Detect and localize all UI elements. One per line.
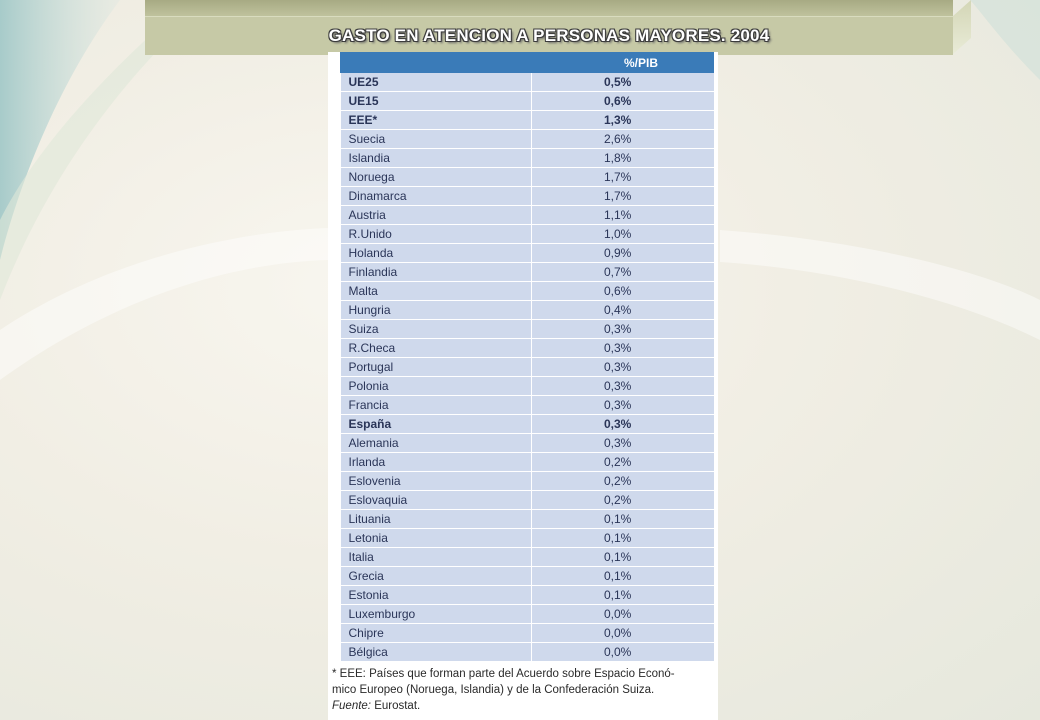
country-cell: Polonia: [341, 377, 532, 396]
value-cell: 0,7%: [532, 263, 714, 282]
value-cell: 0,0%: [532, 643, 714, 662]
table-row: [341, 339, 714, 358]
country-cell: España: [341, 415, 532, 434]
table-row: [341, 624, 714, 643]
table-row: [341, 263, 714, 282]
value-cell: 0,1%: [532, 529, 714, 548]
country-cell: Italia: [341, 548, 532, 567]
value-cell: 0,2%: [532, 453, 714, 472]
table-row: [341, 358, 714, 377]
table-row: [341, 434, 714, 453]
value-cell: 0,4%: [532, 301, 714, 320]
value-cell: 1,8%: [532, 149, 714, 168]
value-cell: 1,1%: [532, 206, 714, 225]
table-row: [341, 149, 714, 168]
table-row: [341, 377, 714, 396]
country-cell: Estonia: [341, 586, 532, 605]
country-cell: Dinamarca: [341, 187, 532, 206]
header-cell-value: %/PIB: [532, 53, 714, 73]
value-cell: 1,0%: [532, 225, 714, 244]
country-cell: Noruega: [341, 168, 532, 187]
value-cell: 0,3%: [532, 377, 714, 396]
table-row: [341, 225, 714, 244]
country-cell: R.Checa: [341, 339, 532, 358]
country-cell: Suiza: [341, 320, 532, 339]
value-cell: 0,3%: [532, 339, 714, 358]
country-cell: UE25: [341, 73, 532, 92]
value-cell: 0,1%: [532, 586, 714, 605]
table-row: [341, 73, 714, 92]
table-row: [341, 529, 714, 548]
value-cell: 0,6%: [532, 92, 714, 111]
country-cell: Letonia: [341, 529, 532, 548]
country-cell: R.Unido: [341, 225, 532, 244]
country-cell: Grecia: [341, 567, 532, 586]
table-row: [341, 605, 714, 624]
value-cell: 1,7%: [532, 168, 714, 187]
country-cell: Francia: [341, 396, 532, 415]
table-row: [341, 567, 714, 586]
table-row: [341, 643, 714, 662]
title-bar-top-face: [145, 0, 953, 16]
value-cell: 0,9%: [532, 244, 714, 263]
table-row: [341, 282, 714, 301]
country-cell: Eslovenia: [341, 472, 532, 491]
country-cell: Luxemburgo: [341, 605, 532, 624]
table-row: [341, 206, 714, 225]
value-cell: 0,1%: [532, 510, 714, 529]
country-cell: Chipre: [341, 624, 532, 643]
table-row: [341, 472, 714, 491]
header-cell-country: [341, 53, 532, 73]
table-row: [341, 320, 714, 339]
title-bar: [145, 16, 953, 55]
country-cell: Alemania: [341, 434, 532, 453]
country-cell: Eslovaquia: [341, 491, 532, 510]
country-cell: Suecia: [341, 130, 532, 149]
value-cell: 0,3%: [532, 434, 714, 453]
table-row: [341, 586, 714, 605]
value-cell: 0,3%: [532, 396, 714, 415]
value-cell: 0,1%: [532, 567, 714, 586]
country-cell: Malta: [341, 282, 532, 301]
country-cell: Portugal: [341, 358, 532, 377]
value-cell: 0,3%: [532, 415, 714, 434]
table-row: [341, 510, 714, 529]
value-cell: 1,7%: [532, 187, 714, 206]
value-cell: 0,2%: [532, 472, 714, 491]
table-row: [341, 168, 714, 187]
value-cell: 0,5%: [532, 73, 714, 92]
table-row: [341, 244, 714, 263]
table-row: [341, 491, 714, 510]
country-cell: Austria: [341, 206, 532, 225]
table-header-row: [341, 53, 714, 73]
table-row: [341, 548, 714, 567]
value-cell: 0,3%: [532, 358, 714, 377]
table-row: [341, 130, 714, 149]
source-label: Fuente:: [332, 700, 371, 712]
source-line: [332, 698, 716, 714]
country-cell: Bélgica: [341, 643, 532, 662]
footnote-line-1: * EEE: Países que forman parte del Acuerdo sobre Espacio Econó-: [332, 668, 675, 680]
table-row: [341, 415, 714, 434]
table-panel: [328, 52, 718, 720]
country-cell: Finlandia: [341, 263, 532, 282]
table-row: [341, 453, 714, 472]
country-cell: Irlanda: [341, 453, 532, 472]
value-cell: 0,1%: [532, 548, 714, 567]
country-cell: Islandia: [341, 149, 532, 168]
table-row: [341, 396, 714, 415]
table-row: [341, 301, 714, 320]
data-table: [340, 52, 714, 662]
table-body: [341, 73, 714, 662]
country-cell: Hungria: [341, 301, 532, 320]
value-cell: 0,3%: [532, 320, 714, 339]
country-cell: Holanda: [341, 244, 532, 263]
footnote: [332, 666, 716, 714]
value-cell: 0,2%: [532, 491, 714, 510]
country-cell: UE15: [341, 92, 532, 111]
value-cell: 1,3%: [532, 111, 714, 130]
value-cell: 0,0%: [532, 605, 714, 624]
table-row: [341, 187, 714, 206]
country-cell: Lituania: [341, 510, 532, 529]
table-row: [341, 92, 714, 111]
table-row: [341, 111, 714, 130]
value-cell: 0,0%: [532, 624, 714, 643]
country-cell: EEE*: [341, 111, 532, 130]
page-title: GASTO EN ATENCION A PERSONAS MAYORES. 2004: [328, 26, 770, 45]
value-cell: 0,6%: [532, 282, 714, 301]
value-cell: 2,6%: [532, 130, 714, 149]
footnote-line-2: mico Europeo (Noruega, Islandia) y de la Confederación Suiza.: [332, 684, 655, 696]
source-value: Eurostat.: [371, 700, 421, 712]
